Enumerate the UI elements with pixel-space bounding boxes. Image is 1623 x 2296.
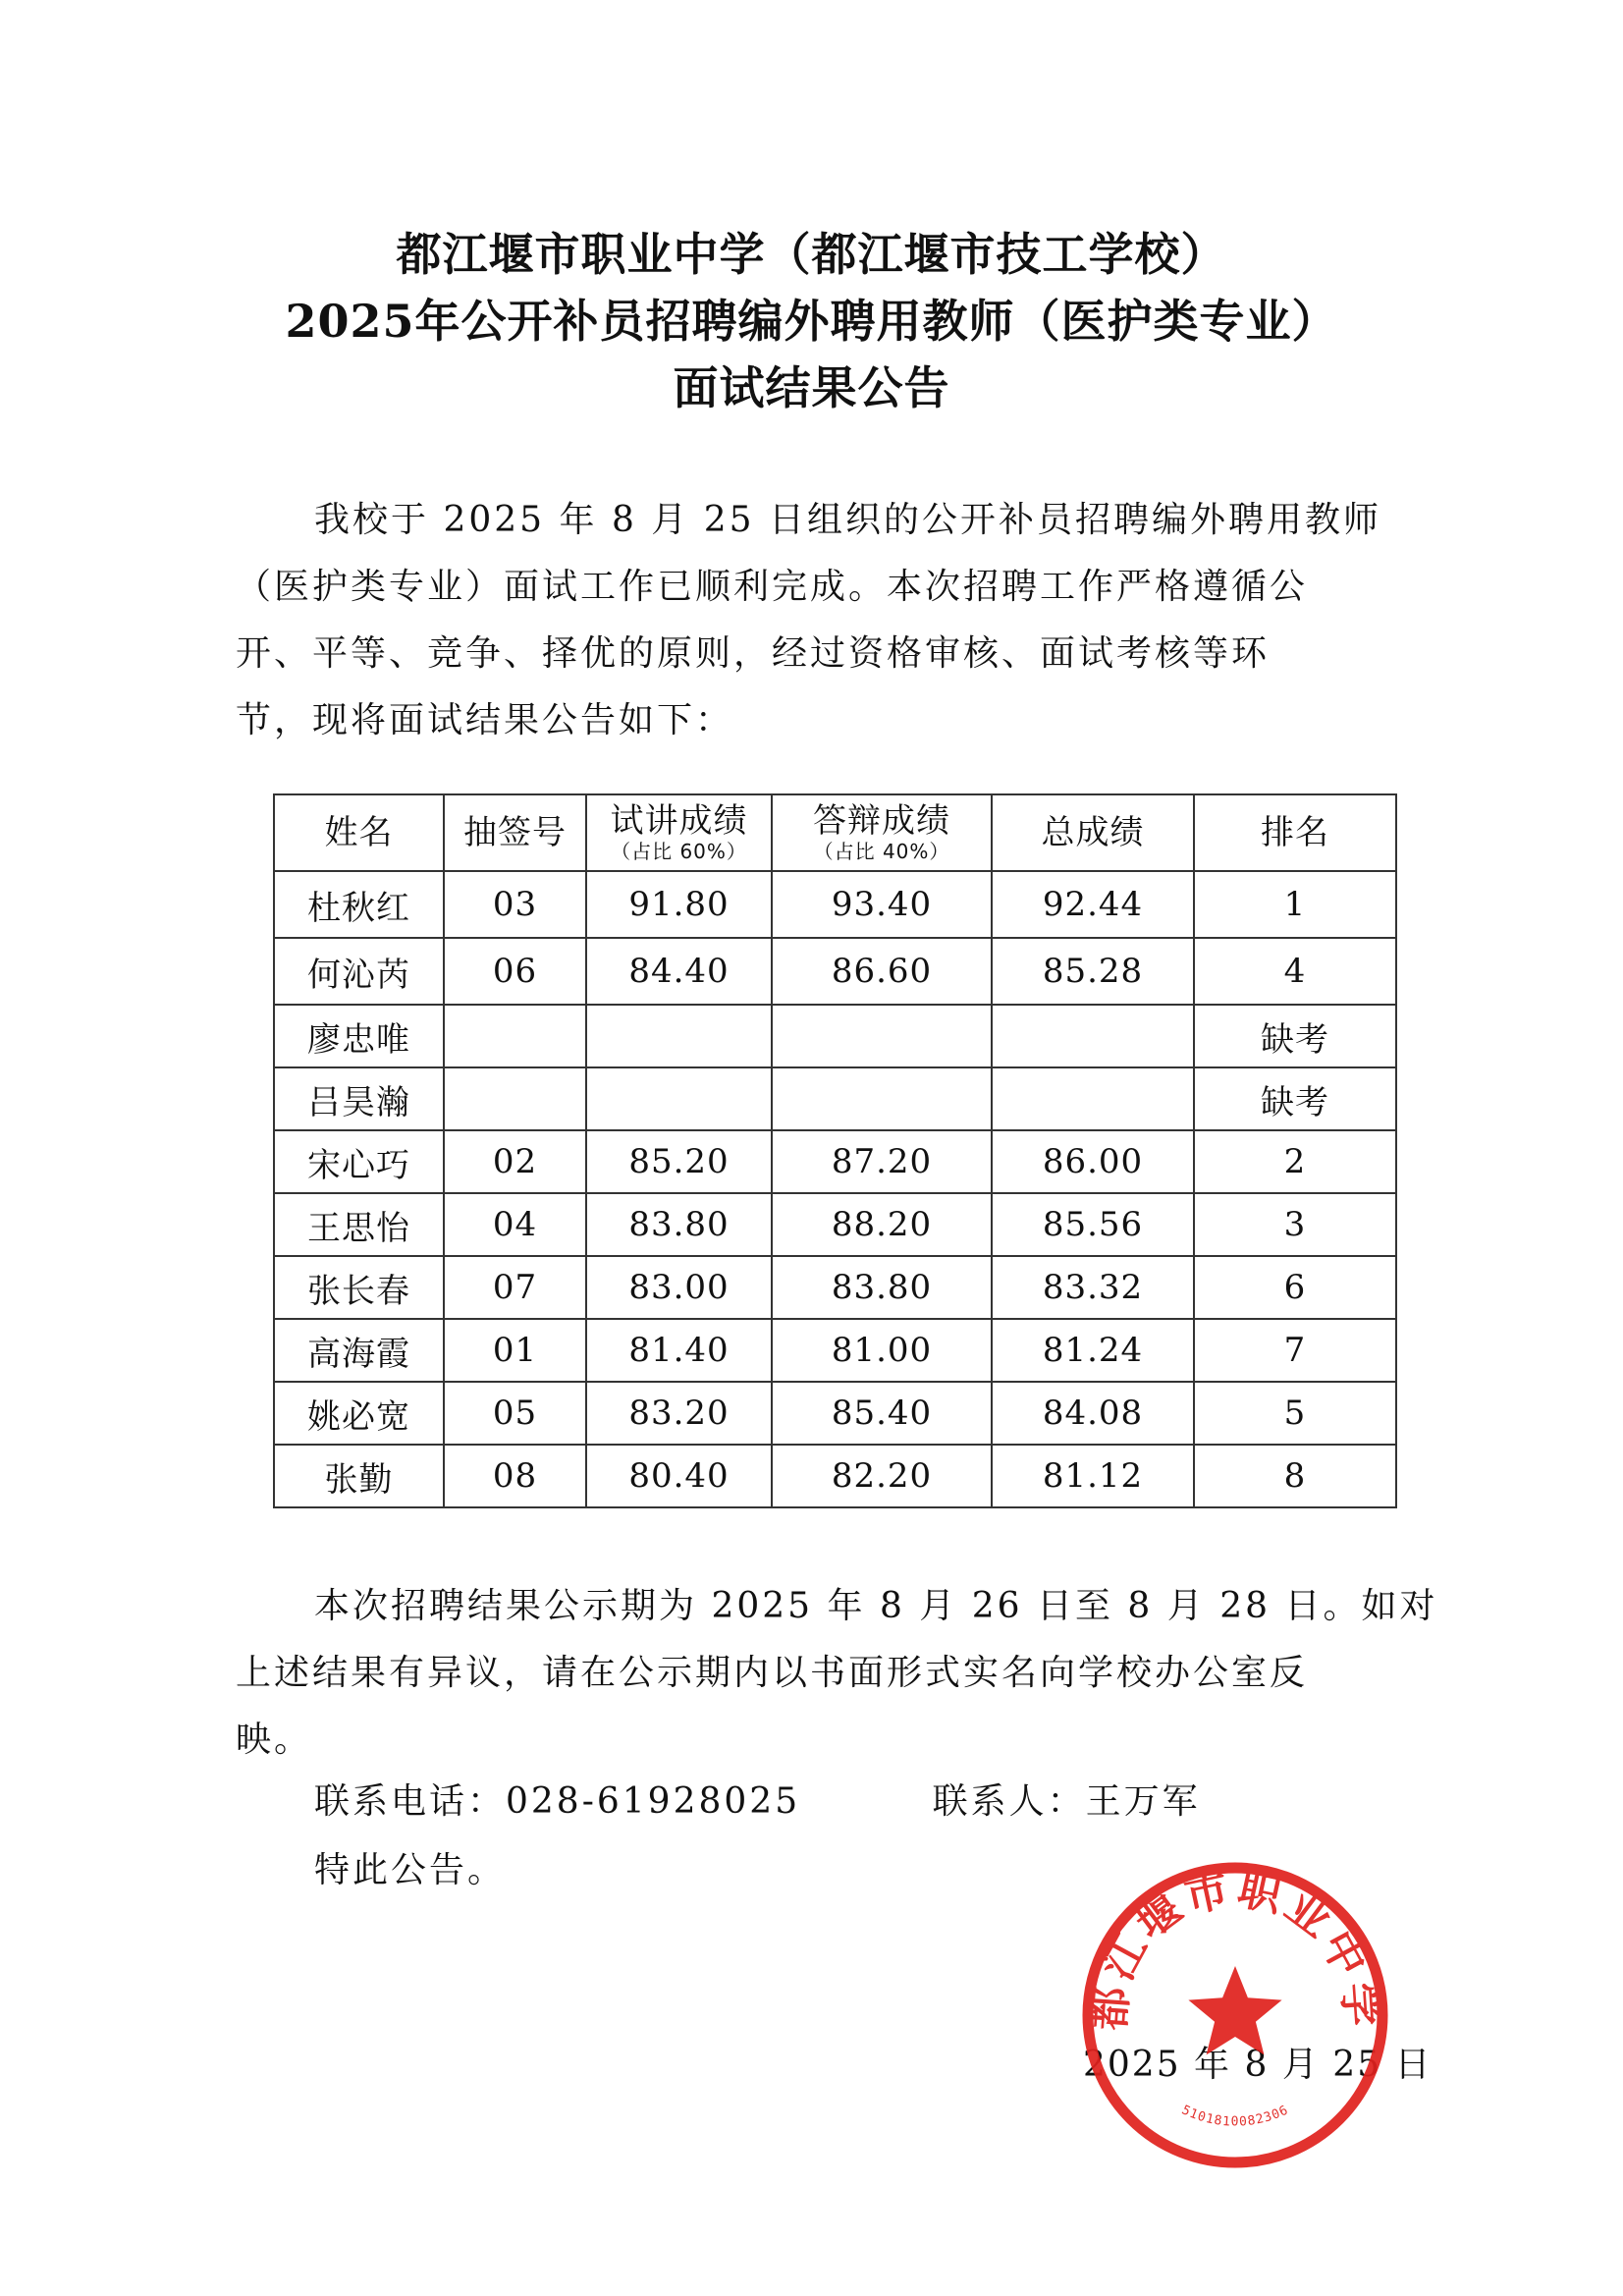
cell-rank: 3 xyxy=(1194,1193,1396,1256)
title-line-2: 2025年公开补员招聘编外聘用教师（医护类专业） xyxy=(285,295,1338,348)
title-line-3: 面试结果公告 xyxy=(673,361,950,414)
cell-lecture xyxy=(586,1005,772,1067)
cell-name: 姚必宽 xyxy=(274,1382,444,1445)
cell-lecture: 83.80 xyxy=(586,1193,772,1256)
cell-defense: 86.60 xyxy=(772,938,992,1005)
cell-rank: 6 xyxy=(1194,1256,1396,1319)
cell-total: 85.28 xyxy=(992,938,1194,1005)
header-lot: 抽签号 xyxy=(444,794,586,871)
cell-rank: 5 xyxy=(1194,1382,1396,1445)
title-line-1: 都江堰市职业中学（都江堰市技工学校） xyxy=(396,228,1227,281)
cell-lot xyxy=(444,1005,586,1067)
cell-lecture: 85.20 xyxy=(586,1130,772,1193)
header-lecture: 试讲成绩 （占比 60%） xyxy=(586,794,772,871)
contact-phone: 联系电话：028-61928025 xyxy=(314,1781,801,1822)
cell-lot xyxy=(444,1067,586,1130)
cell-defense: 83.80 xyxy=(772,1256,992,1319)
notice-line: 上述结果有异议，请在公示期内以书面形式实名向学校办公室反 xyxy=(236,1653,1309,1693)
table-row xyxy=(274,1319,1396,1382)
intro-line: 我校于 2025 年 8 月 25 日组织的公开补员招聘编外聘用教师 xyxy=(314,500,1381,540)
cell-lecture: 80.40 xyxy=(586,1445,772,1507)
seal-star xyxy=(1188,1966,1281,2054)
notice-paragraph xyxy=(236,1573,1438,1774)
table-row xyxy=(274,1193,1396,1256)
cell-total xyxy=(992,1067,1194,1130)
table-row xyxy=(274,1382,1396,1445)
cell-lot: 01 xyxy=(444,1319,586,1382)
table-row xyxy=(274,1005,1396,1067)
cell-name: 何沁芮 xyxy=(274,938,444,1005)
cell-rank: 缺考 xyxy=(1194,1005,1396,1067)
table-row xyxy=(274,871,1396,938)
cell-rank: 1 xyxy=(1194,871,1396,938)
cell-defense xyxy=(772,1005,992,1067)
seal-code: 5101810082306 xyxy=(1179,2103,1291,2130)
cell-lecture: 91.80 xyxy=(586,871,772,938)
signature-date: 2025 年 8 月 25 日 xyxy=(1083,2045,1433,2085)
cell-name: 王思怡 xyxy=(274,1193,444,1256)
cell-lot: 02 xyxy=(444,1130,586,1193)
header-lecture-weight: （占比 60%） xyxy=(611,840,747,863)
cell-total: 84.08 xyxy=(992,1382,1194,1445)
cell-name: 杜秋红 xyxy=(274,871,444,938)
notice-line: 映。 xyxy=(236,1720,313,1760)
table-row xyxy=(274,1445,1396,1507)
cell-total: 86.00 xyxy=(992,1130,1194,1193)
cell-rank: 4 xyxy=(1194,938,1396,1005)
official-seal-icon xyxy=(1078,1858,1392,2172)
cell-total: 92.44 xyxy=(992,871,1194,938)
cell-name: 高海霞 xyxy=(274,1319,444,1382)
seal-text: 都江堰市职业中学 xyxy=(1084,1864,1386,2032)
intro-line: 节，现将面试结果公告如下： xyxy=(236,700,734,740)
cell-defense: 93.40 xyxy=(772,871,992,938)
cell-rank: 2 xyxy=(1194,1130,1396,1193)
header-defense-weight: （占比 40%） xyxy=(813,840,950,863)
cell-total: 83.32 xyxy=(992,1256,1194,1319)
cell-lecture: 84.40 xyxy=(586,938,772,1005)
table-header-row xyxy=(274,794,1396,871)
cell-lecture: 81.40 xyxy=(586,1319,772,1382)
header-defense: 答辩成绩 （占比 40%） xyxy=(772,794,992,871)
cell-rank: 8 xyxy=(1194,1445,1396,1507)
document-title xyxy=(0,221,1623,421)
cell-name: 廖忠唯 xyxy=(274,1005,444,1067)
cell-lot: 08 xyxy=(444,1445,586,1507)
cell-name: 张勤 xyxy=(274,1445,444,1507)
intro-paragraph xyxy=(236,487,1394,754)
cell-total: 81.12 xyxy=(992,1445,1194,1507)
cell-lot: 03 xyxy=(444,871,586,938)
table-row xyxy=(274,1067,1396,1130)
closing-text: 特此公告。 xyxy=(314,1850,507,1890)
cell-rank: 缺考 xyxy=(1194,1067,1396,1130)
cell-lecture: 83.20 xyxy=(586,1382,772,1445)
table-row xyxy=(274,1130,1396,1193)
table-row xyxy=(274,1256,1396,1319)
cell-defense: 85.40 xyxy=(772,1382,992,1445)
cell-defense xyxy=(772,1067,992,1130)
header-name: 姓名 xyxy=(274,794,444,871)
cell-lot: 06 xyxy=(444,938,586,1005)
cell-rank: 7 xyxy=(1194,1319,1396,1382)
contact-line xyxy=(314,1774,1201,1824)
cell-name: 张长春 xyxy=(274,1256,444,1319)
cell-total: 85.56 xyxy=(992,1193,1194,1256)
intro-line: 开、平等、竞争、择优的原则，经过资格审核、面试考核等环 xyxy=(236,633,1271,674)
cell-name: 宋心巧 xyxy=(274,1130,444,1193)
results-table xyxy=(273,793,1397,1508)
table-row xyxy=(274,938,1396,1005)
contact-person: 联系人：王万军 xyxy=(932,1781,1201,1822)
cell-lot: 05 xyxy=(444,1382,586,1445)
cell-lot: 04 xyxy=(444,1193,586,1256)
cell-defense: 81.00 xyxy=(772,1319,992,1382)
cell-total xyxy=(992,1005,1194,1067)
intro-line: （医护类专业）面试工作已顺利完成。本次招聘工作严格遵循公 xyxy=(236,567,1309,607)
notice-line: 本次招聘结果公示期为 2025 年 8 月 26 日至 8 月 28 日。如对 xyxy=(314,1586,1438,1626)
cell-total: 81.24 xyxy=(992,1319,1194,1382)
cell-defense: 88.20 xyxy=(772,1193,992,1256)
cell-lecture xyxy=(586,1067,772,1130)
header-total: 总成绩 xyxy=(992,794,1194,871)
cell-lot: 07 xyxy=(444,1256,586,1319)
header-rank: 排名 xyxy=(1194,794,1396,871)
cell-defense: 87.20 xyxy=(772,1130,992,1193)
cell-defense: 82.20 xyxy=(772,1445,992,1507)
cell-name: 吕昊瀚 xyxy=(274,1067,444,1130)
cell-lecture: 83.00 xyxy=(586,1256,772,1319)
